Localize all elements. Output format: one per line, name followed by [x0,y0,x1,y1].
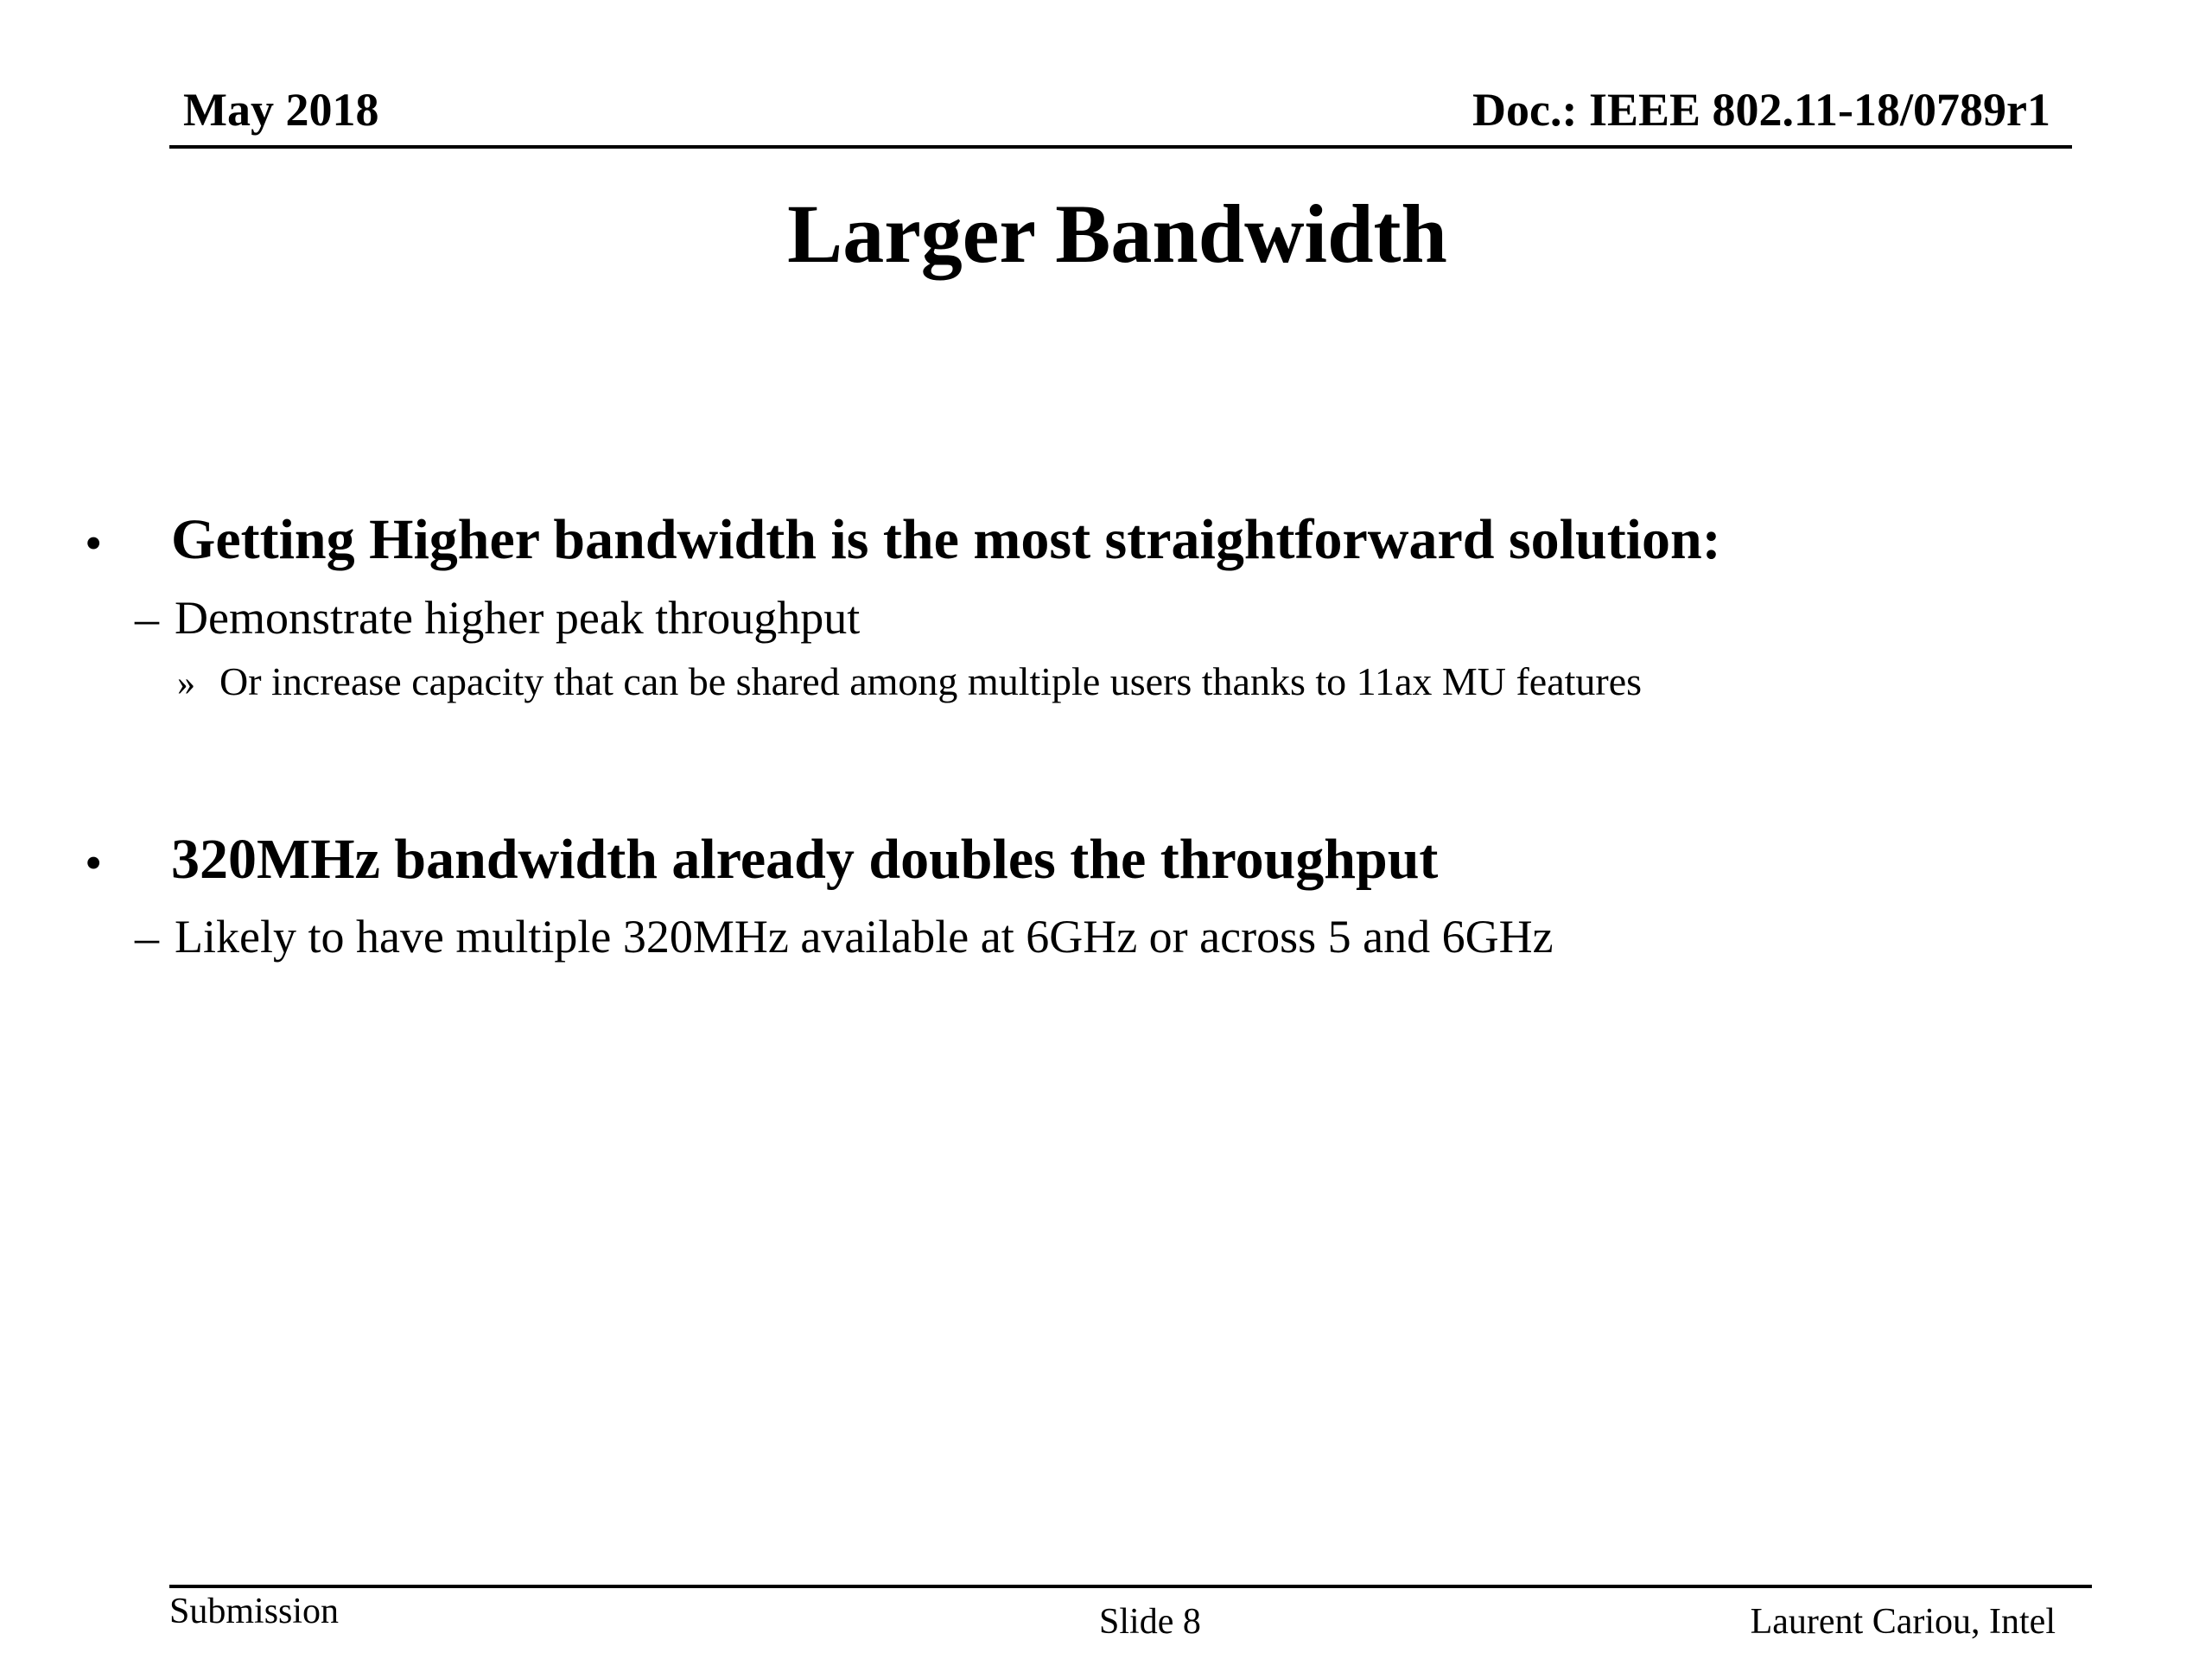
sub-bullet-text: Likely to have multiple 320MHz available at 6GHz or across 5 and 6GHz [175,911,1554,963]
sub-bullet-marker: – [135,911,159,964]
header-date: May 2018 [183,84,379,136]
sub-bullet-marker: – [135,592,159,645]
footer-slide-number: Slide 8 [1099,1602,1201,1642]
sub-sub-bullet-marker: » [177,664,195,703]
slide-title: Larger Bandwidth [787,188,1447,280]
bullet-marker: • [85,835,103,891]
sub-sub-bullet-text: Or increase capacity that can be shared among multiple users thanks to 11ax MU features [219,659,1643,703]
bullet-marker: • [85,515,103,571]
bullet-text: Getting Higher bandwidth is the most straightforward solution: [171,508,1721,571]
header-divider [169,145,2072,149]
bullet-text: 320MHz bandwidth already doubles the throughput [171,828,1439,891]
footer-author: Laurent Cariou, Intel [1750,1602,2056,1642]
header-doc-id: Doc.: IEEE 802.11-18/0789r1 [1472,84,2050,136]
sub-bullet-text: Demonstrate higher peak throughput [175,592,861,644]
footer-divider [169,1585,2092,1588]
footer-submission: Submission [169,1592,340,1631]
